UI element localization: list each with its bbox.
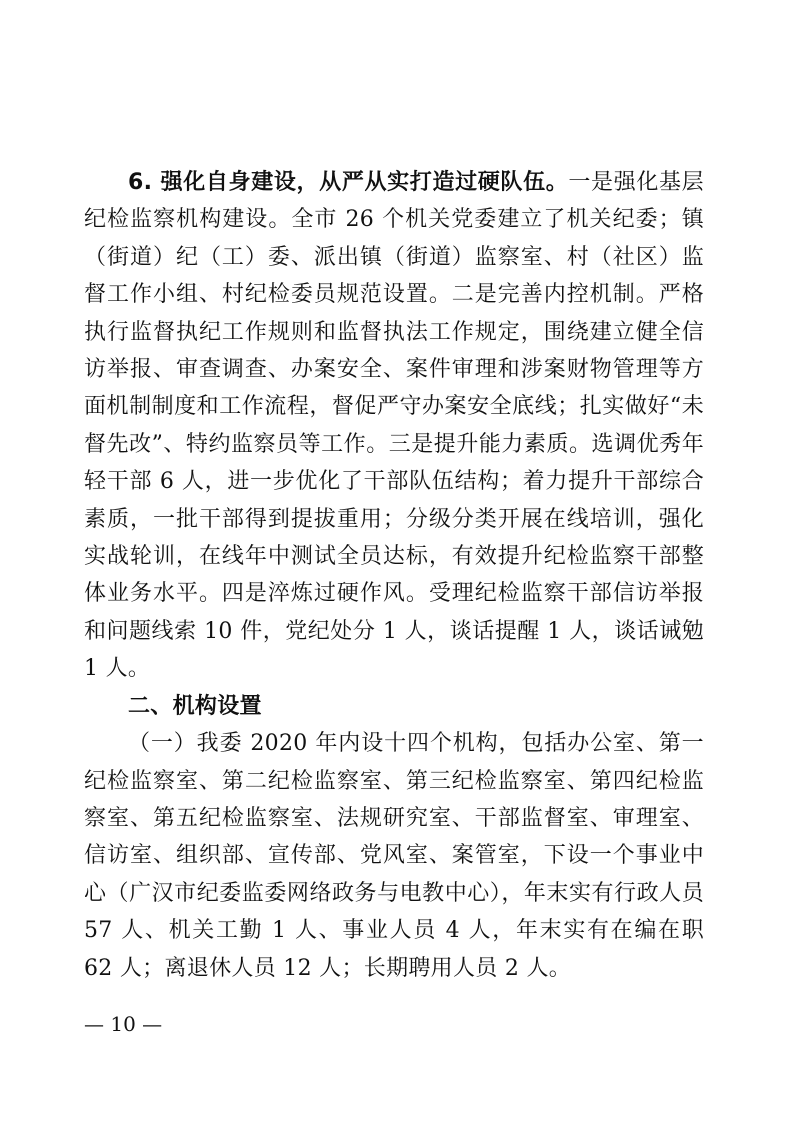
document-body [84,164,704,987]
paragraph-text: 一是强化基层纪检监察机构建设。全市 26 个机关党委建立了机关纪委；镇（街道）纪（工）委、派出镇（街道）监察室、村（社区）监督工作小组、村纪检委员规范设置。二是完善内控机制。严格执行监督执纪工作规则和监督执法工作规定，围绕建立健全信访举报、审查调查、办案安全、案件审理和涉案财物管理等方面机制制度和工作流程，督促严守办案安全底线；扎实做好“未督先改”、特约监察员等工作。三是提升能力素质。选调优秀年轻干部 6 人，进一步优化了干部队伍结构；着力提升干部综合素质，一批干部得到提拔重用；分级分类开展在线培训，强化实战轮训，在线年中测试全员达标，有效提升纪检监察干部整体业务水平。四是淬炼过硬作风。受理纪检监察干部信访举报和问题线索 10 件，党纪处分 1 人，谈话提醒 1 人，谈话诫勉 1 人。 [84,170,704,682]
page-number: — 10 — [84,1012,163,1036]
paragraph-lead: 6. 强化自身建设，从严从实打造过硬队伍。 [128,170,569,195]
paragraph-organization: （一）我委 2020 年内设十四个机构，包括办公室、第一纪检监察室、第二纪检监察室、第三纪检监察室、第四纪检监察室、第五纪检监察室、法规研究室、干部监督室、审理室、信访室、组织部、宣传部、党风室、案管室，下设一个事业中心（广汉市纪委监委网络政务与电教中心），年末实有行政人员 57 人、机关工勤 1 人、事业人员 4 人，年末实有在编在职 62 人；离退休人员 12 人；长期聘用人员 2 人。 [84,731,704,981]
paragraph-self-construction [84,164,704,688]
section-heading: 二、机构设置 [128,693,262,719]
